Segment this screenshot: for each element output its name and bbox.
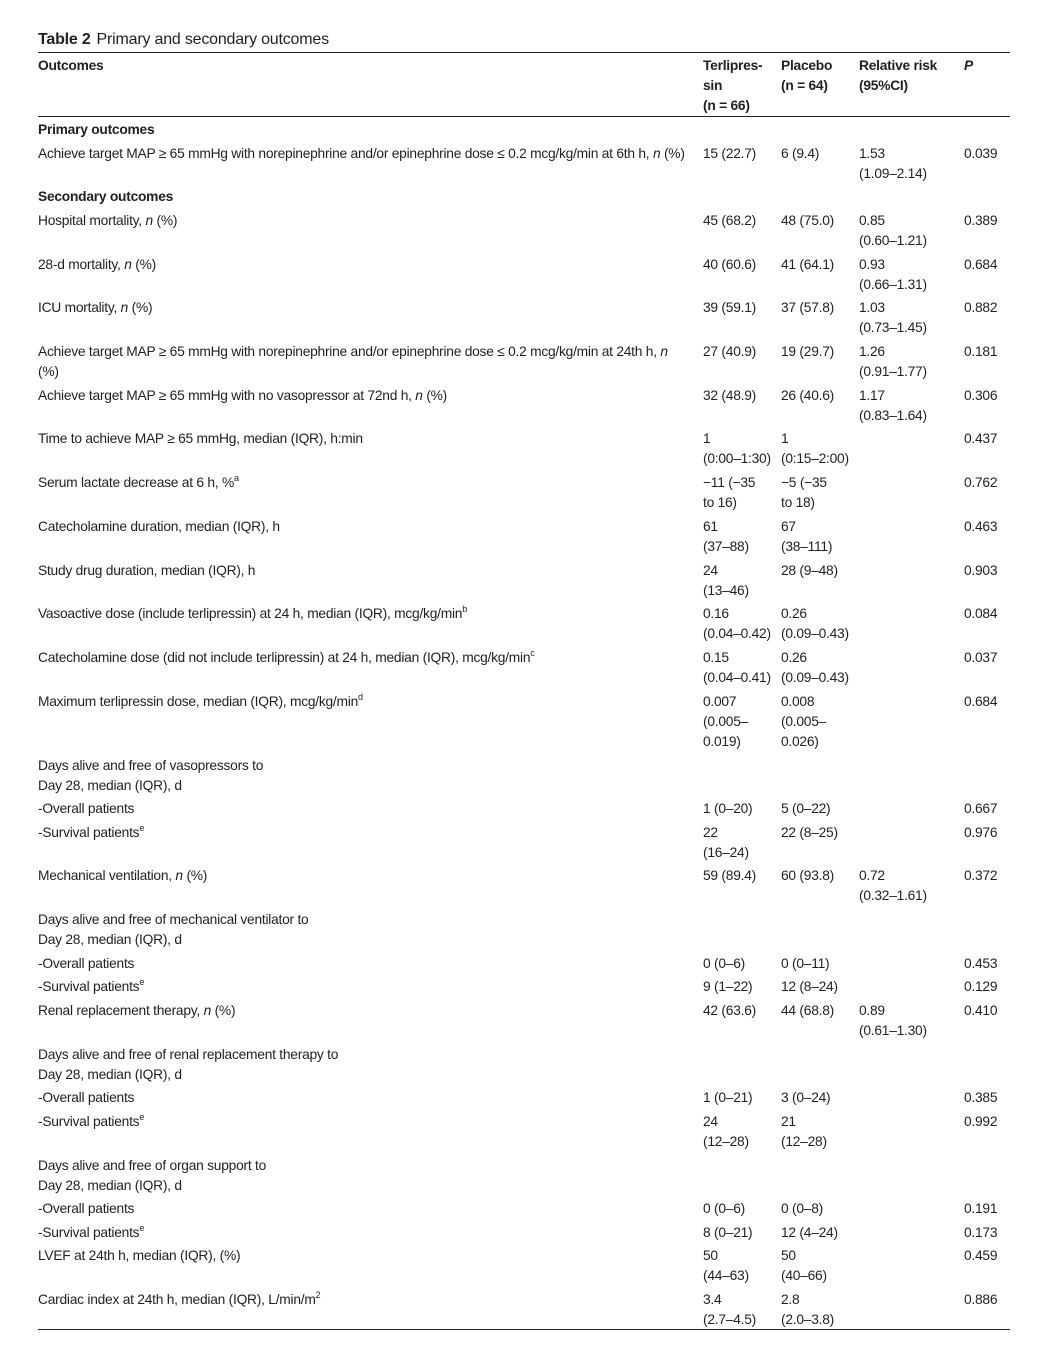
placebo-value: 50 (40–66) xyxy=(781,1248,827,1283)
terlipressin-value: 40 (60.6) xyxy=(703,257,756,272)
placebo-value: 21 (12–28) xyxy=(781,1114,827,1149)
p-value: 0.437 xyxy=(964,431,998,446)
terlipressin-value: 0.15 (0.04–0.41) xyxy=(703,650,771,685)
terlipressin-value: 1 (0:00–1:30) xyxy=(703,431,771,466)
relative-risk-value: 1.03 (0.73–1.45) xyxy=(859,300,927,335)
terlipressin-value: 39 (59.1) xyxy=(703,300,756,315)
p-value: 0.903 xyxy=(964,563,998,578)
terlipressin-value: 0 (0–6) xyxy=(703,956,745,971)
section-heading xyxy=(38,187,688,207)
header-placebo-n: (n = 64) xyxy=(781,78,828,93)
row-label xyxy=(38,954,688,974)
p-value: 0.463 xyxy=(964,519,998,534)
row-label-text: -Overall patients xyxy=(38,1090,135,1105)
placebo-value: 60 (93.8) xyxy=(781,868,834,883)
row-label-text: Mechanical ventilation, n (%) xyxy=(38,868,208,883)
row-label xyxy=(38,429,688,449)
terlipressin-value: 0.007 (0.005– 0.019) xyxy=(703,694,749,749)
p-value: 0.173 xyxy=(964,1225,998,1240)
terlipressin-value: 45 (68.2) xyxy=(703,213,756,228)
placebo-value: 28 (9–48) xyxy=(781,563,838,578)
placebo-value: 26 (40.6) xyxy=(781,388,834,403)
placebo-value: 12 (8–24) xyxy=(781,979,838,994)
placebo-value: 37 (57.8) xyxy=(781,300,834,315)
row-label xyxy=(38,692,688,712)
footnote-marker: e xyxy=(139,977,145,987)
row-label xyxy=(38,1199,688,1219)
row-label xyxy=(38,1088,688,1108)
placebo-value: 3 (0–24) xyxy=(781,1090,831,1105)
header-terlipressin-label: Terlipres- sin xyxy=(703,58,763,93)
row-label xyxy=(38,342,688,382)
row-label xyxy=(38,1223,688,1243)
terlipressin-value: 9 (1–22) xyxy=(703,979,753,994)
row-label xyxy=(38,1246,688,1266)
terlipressin-value: 59 (89.4) xyxy=(703,868,756,883)
terlipressin-value: 8 (0–21) xyxy=(703,1225,753,1240)
row-label xyxy=(38,1290,688,1310)
terlipressin-value: −11 (−35 to 16) xyxy=(703,475,756,510)
row-label-text: -Overall patients xyxy=(38,1201,135,1216)
row-label-text: Primary outcomes xyxy=(38,122,155,137)
section-heading xyxy=(38,120,688,140)
placebo-value: 12 (4–24) xyxy=(781,1225,838,1240)
row-label-text: Catecholamine dose (did not include terlipressin) at 24 h, median (IQR), mcg/kg/min xyxy=(38,650,531,665)
row-label-text: ICU mortality, n (%) xyxy=(38,300,153,315)
row-label xyxy=(38,561,688,581)
placebo-value: 2.8 (2.0–3.8) xyxy=(781,1292,834,1327)
row-label xyxy=(38,386,688,406)
relative-risk-value: 1.53 (1.09–2.14) xyxy=(859,146,927,181)
row-label-text: Maximum terlipressin dose, median (IQR), mcg/kg/min xyxy=(38,694,358,709)
p-value: 0.992 xyxy=(964,1114,998,1129)
p-value: 0.882 xyxy=(964,300,998,315)
row-label-text: Days alive and free of vasopressors to Day 28, median (IQR), d xyxy=(38,758,264,793)
row-label xyxy=(38,298,688,318)
footnote-marker: 2 xyxy=(315,1290,321,1300)
header-placebo-label: Placebo xyxy=(781,58,833,73)
p-value: 0.385 xyxy=(964,1090,998,1105)
row-label-text: Time to achieve MAP ≥ 65 mmHg, median (IQR), h:min xyxy=(38,431,363,446)
row-label-text: Catecholamine duration, median (IQR), h xyxy=(38,519,280,534)
table-label: Table 2 xyxy=(38,31,91,48)
row-label-text: Cardiac index at 24th h, median (IQR), L/min/m xyxy=(38,1292,316,1307)
table-bottom-rule xyxy=(38,1329,1010,1330)
p-value: 0.762 xyxy=(964,475,998,490)
placebo-value: 67 (38–111) xyxy=(781,519,833,554)
header-relative-risk: Relative risk (95%CI) xyxy=(859,58,938,93)
placebo-value: 0 (0–8) xyxy=(781,1201,823,1216)
terlipressin-value: 42 (63.6) xyxy=(703,1003,756,1018)
row-label xyxy=(38,1156,688,1196)
p-value: 0.372 xyxy=(964,868,998,883)
footnote-marker: b xyxy=(462,604,467,614)
row-label-text: Days alive and free of mechanical ventilator to Day 28, median (IQR), d xyxy=(38,912,309,947)
row-label xyxy=(38,910,688,950)
footnote-marker: a xyxy=(234,473,239,483)
row-label-text: -Survival patients xyxy=(38,1114,140,1129)
terlipressin-value: 3.4 (2.7–4.5) xyxy=(703,1292,756,1327)
footnote-marker: c xyxy=(530,648,535,658)
placebo-value: 0.008 (0.005– 0.026) xyxy=(781,694,827,749)
relative-risk-value: 1.26 (0.91–1.77) xyxy=(859,344,927,379)
terlipressin-value: 50 (44–63) xyxy=(703,1248,749,1283)
row-label xyxy=(38,866,688,886)
p-value: 0.037 xyxy=(964,650,998,665)
relative-risk-value: 0.89 (0.61–1.30) xyxy=(859,1003,927,1038)
header-p-value: P xyxy=(964,58,973,73)
row-label-text: -Survival patients xyxy=(38,979,140,994)
table-title: Primary and secondary outcomes xyxy=(96,31,329,48)
row-label-text: 28-d mortality, n (%) xyxy=(38,257,156,272)
p-value: 0.191 xyxy=(964,1201,998,1216)
p-value: 0.684 xyxy=(964,694,998,709)
row-label-text: Days alive and free of renal replacement therapy to Day 28, median (IQR), d xyxy=(38,1047,339,1082)
placebo-value: 0.26 (0.09–0.43) xyxy=(781,606,849,641)
row-label xyxy=(38,648,688,668)
p-value: 0.684 xyxy=(964,257,998,272)
row-label xyxy=(38,604,688,624)
relative-risk-value: 0.85 (0.60–1.21) xyxy=(859,213,927,248)
row-label-text: Achieve target MAP ≥ 65 mmHg with no vasopressor at 72nd h, n (%) xyxy=(38,388,448,403)
placebo-value: 44 (68.8) xyxy=(781,1003,834,1018)
header-terlipressin xyxy=(703,56,777,116)
terlipressin-value: 22 (16–24) xyxy=(703,825,749,860)
row-label xyxy=(38,756,688,796)
placebo-value: 5 (0–22) xyxy=(781,801,831,816)
p-value: 0.667 xyxy=(964,801,998,816)
row-label-text: Days alive and free of organ support to Day 28, median (IQR), d xyxy=(38,1158,267,1193)
footnote-marker: e xyxy=(139,1223,145,1233)
p-value: 0.039 xyxy=(964,146,998,161)
row-label xyxy=(38,1112,688,1132)
placebo-value: 1 (0:15–2:00) xyxy=(781,431,849,466)
table-top-rule xyxy=(38,52,1010,53)
placebo-value: −5 (−35 to 18) xyxy=(781,475,827,510)
p-value: 0.410 xyxy=(964,1003,998,1018)
placebo-value: 0 (0–11) xyxy=(781,956,830,971)
placebo-value: 0.26 (0.09–0.43) xyxy=(781,650,849,685)
p-value: 0.129 xyxy=(964,979,998,994)
row-label-text: Achieve target MAP ≥ 65 mmHg with norepinephrine and/or epinephrine dose ≤ 0.2 mcg/kg/min at 6th h, n (%) xyxy=(38,146,685,161)
row-label-text: Vasoactive dose (include terlipressin) at 24 h, median (IQR), mcg/kg/min xyxy=(38,606,463,621)
table-header-rule xyxy=(38,116,1010,117)
table-caption xyxy=(38,30,329,50)
terlipressin-value: 24 (12–28) xyxy=(703,1114,749,1149)
terlipressin-value: 24 (13–46) xyxy=(703,563,749,598)
relative-risk-value: 0.93 (0.66–1.31) xyxy=(859,257,927,292)
row-label-text: Study drug duration, median (IQR), h xyxy=(38,563,256,578)
placebo-value: 41 (64.1) xyxy=(781,257,834,272)
placebo-value: 22 (8–25) xyxy=(781,825,838,840)
p-value: 0.084 xyxy=(964,606,998,621)
placebo-value: 19 (29.7) xyxy=(781,344,834,359)
row-label xyxy=(38,799,688,819)
row-label xyxy=(38,823,688,843)
row-label xyxy=(38,255,688,275)
row-label xyxy=(38,977,688,997)
relative-risk-value: 0.72 (0.32–1.61) xyxy=(859,868,927,903)
row-label xyxy=(38,517,688,537)
row-label-text: Secondary outcomes xyxy=(38,189,174,204)
row-label xyxy=(38,211,688,231)
row-label-text: LVEF at 24th h, median (IQR), (%) xyxy=(38,1248,241,1263)
row-label xyxy=(38,1045,688,1085)
terlipressin-value: 61 (37–88) xyxy=(703,519,749,554)
p-value: 0.453 xyxy=(964,956,998,971)
footnote-marker: e xyxy=(139,823,145,833)
footnote-marker: e xyxy=(139,1112,145,1122)
terlipressin-value: 0 (0–6) xyxy=(703,1201,745,1216)
footnote-marker: d xyxy=(358,692,363,702)
row-label-text: Achieve target MAP ≥ 65 mmHg with norepinephrine and/or epinephrine dose ≤ 0.2 mcg/kg/min at 24th h, n (%) xyxy=(38,344,668,379)
row-label-text: -Survival patients xyxy=(38,825,140,840)
p-value: 0.306 xyxy=(964,388,998,403)
terlipressin-value: 32 (48.9) xyxy=(703,388,756,403)
p-value: 0.886 xyxy=(964,1292,998,1307)
header-placebo xyxy=(781,56,855,96)
row-label-text: -Overall patients xyxy=(38,801,135,816)
terlipressin-value: 15 (22.7) xyxy=(703,146,756,161)
row-label-text: Renal replacement therapy, n (%) xyxy=(38,1003,236,1018)
placebo-value: 6 (9.4) xyxy=(781,146,820,161)
row-label-text: Hospital mortality, n (%) xyxy=(38,213,178,228)
row-label-text: -Overall patients xyxy=(38,956,135,971)
relative-risk-value: 1.17 (0.83–1.64) xyxy=(859,388,927,423)
p-value: 0.181 xyxy=(964,344,998,359)
row-label-text: -Survival patients xyxy=(38,1225,140,1240)
row-label-text: Serum lactate decrease at 6 h, % xyxy=(38,475,234,490)
terlipressin-value: 1 (0–20) xyxy=(703,801,753,816)
p-value: 0.389 xyxy=(964,213,998,228)
row-label xyxy=(38,473,688,493)
terlipressin-value: 27 (40.9) xyxy=(703,344,756,359)
header-outcomes: Outcomes xyxy=(38,58,104,73)
placebo-value: 48 (75.0) xyxy=(781,213,834,228)
terlipressin-value: 1 (0–21) xyxy=(703,1090,753,1105)
row-label xyxy=(38,1001,688,1021)
p-value: 0.459 xyxy=(964,1248,998,1263)
row-label xyxy=(38,144,688,164)
p-value: 0.976 xyxy=(964,825,998,840)
header-terlipressin-n: (n = 66) xyxy=(703,98,750,113)
terlipressin-value: 0.16 (0.04–0.42) xyxy=(703,606,771,641)
